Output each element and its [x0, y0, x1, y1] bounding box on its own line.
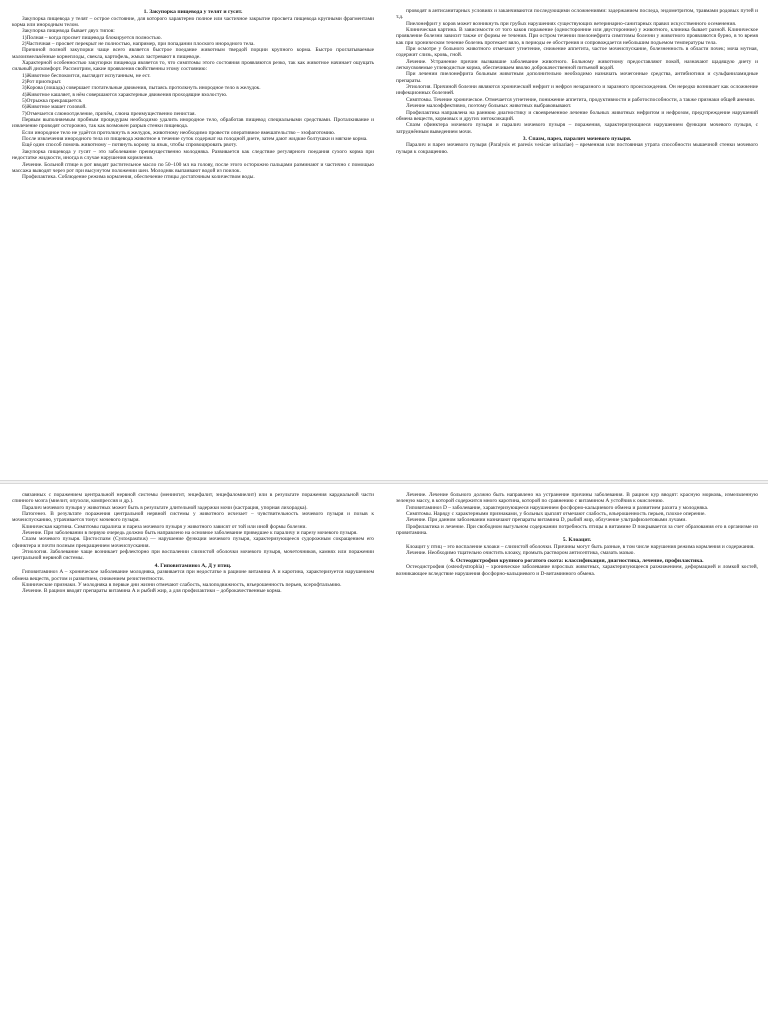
section-heading-5: 5. Клоацит. [562, 537, 592, 544]
paragraph: проводят в антисанитарных условиях и заканчиваются последующими осложнениями: задержанием последа, эндометритом, травмами родовых путей и т.д. [396, 8, 760, 21]
paragraph: Лечение. В рацион вводят препараты витамина A и рыбий жир, а для профилактики – доброкачественные корма. [22, 588, 282, 595]
paragraph: 2)Рот приоткрыт. [22, 79, 62, 86]
section-heading-3: 3. Спазм, парез, паралич мочевого пузыря. [522, 135, 632, 142]
paragraph: Закупорка пищевода у телят – острое состояние, для которого характерно полное или частичное закрытие просвета пищевода крупными фрагментами корма или инородным телом. [12, 15, 376, 28]
section-heading-1: 1. Закупорка пищевода у телят и гусят. [143, 9, 243, 15]
paragraph: Ещё один способ помочь животному – потянуть корову за язык, чтобы спровоцировать рвоту. [22, 142, 238, 149]
paragraph: связанных с поражением центральной нервной системы (менингит, энцефалит, энцефаломиелит) или в результате поражения кардиальной части спинного мозга (миелит, опухоли, компрессия и др.). [12, 492, 376, 505]
paragraph: Профилактика. Соблюдение режима кормления, обеспечение птицы достаточным количеством воды. [22, 174, 255, 181]
paragraph: Остеодистрофия (osteodystrophia) – хроническое заболевание взрослых животных, характеризующееся разжижением, деформацией и ломкой костей, возникающее вследствие нарушения фосфорно-кальциевого и D-витаминного обмена. [396, 564, 760, 577]
paragraph: Патогенез. В результате поражения центральной нервной системы у животного исчезает – чувствительность мочевого пузыря и позыв к мочеиспусканию, утрачивается тонус мочевого пузыря. [12, 511, 376, 524]
paragraph: Лечение. Больной птице в рот вводят растительное масло по 50–100 мл на голову, после этого осторожно пальцами разминают и частично с помощью массажа выводят через рот при высунутом положении шеи. Молодняк выпаивают водой из поилок. [12, 161, 376, 174]
paragraph: Клоацит у птиц – это воспаление клоаки – слизистой оболочки. Причины могут быть разные, в том числе нарушения режима кормления и содержания. [406, 544, 755, 550]
column-bottom-right [384, 484, 768, 1024]
paragraph: Лечение. При данном заболевании назначают препараты витамина D, рыбий жир, облучение ультрафиолетовыми лучами. [406, 517, 687, 524]
column-bottom-left [0, 484, 384, 1024]
column-top-left [0, 0, 384, 480]
paragraph: 2)Частичная – просвет перекрыт не полностью, например, при попадании плоского инородного тела. [22, 40, 255, 47]
paragraph: Паралич мочевого пузыря у животных может быть в результате длительной задержки мочи (кастрация, упорная лихорадка). [22, 504, 308, 511]
paragraph: Лечение. При заболевании в первую очередь должно быть направлено на основное заболевание приведшее к параличу и парезу мочевого пузыря. [22, 530, 358, 537]
paragraph: Клиническая картина. Симптомы паралича и пареза мочевого пузыря у животного зависят от той или иной формы болезни. [22, 523, 307, 530]
paragraph: Если инородное тело не удаётся протолкнуть в желудок, животному необходимо провести оперативное вмешательство – эзофаготомию. [22, 129, 336, 136]
paragraph: Лечение. Устранение причин вызвавшие заболевание животного. Больному животному предоставляют покой, назначают щадящую диету и легкоусвояемые углеводистые корма, обеспечиваем вволю доброкачественной питьевой водой. [396, 58, 760, 72]
page-top-half [0, 0, 768, 480]
paragraph: 3)Корова (лошадь) совершает глотательные движения, пытаясь протолкнуть инородное тело в желудок. [22, 85, 261, 92]
paragraph: Этиология. Заболевание чаще возникает рефлекторно при воспалении слизистой оболочки мочевого пузыря, мочеточников, камнях или поражении центральной нервной системы. [12, 549, 376, 562]
paragraph: Этиология. Причиной болезни являются хронический нефрит и нефроз незаразного и заразного происхождения. Он нередко возникает как осложнение инфекционных болезней. [396, 84, 760, 97]
paragraph: 4)Животное кашляет, в нём совершаются характерные движения проходящие вхолостую. [22, 91, 228, 98]
paragraph: 5)Отрыжка прекращается. [22, 98, 83, 105]
paragraph: 7)Отмечается слюноотделение, причём, слюна преимущественно пенистая. [22, 110, 196, 117]
paragraph: Профилактика направлена на раннюю диагностику и своевременное лечение больных животных нефритом и нефрозом, предупреждение нарушений обмена веществ, кормовых и других интоксикаций. [396, 109, 760, 122]
paragraph: При лечении пиелонефрита больным животным дополнительно необходимо назначать мочегонные средства, антибиотики и сульфаниламидные препараты. [396, 71, 760, 84]
paragraph: Характерной особенностью закупорки пищевода является то, что симптомы этого состояния проявляются резко, так как животное начинает ощущать сильный дискомфорт. Рассмотрим, какие проявления свойственны этому состоянию: [12, 60, 376, 73]
paragraph: Клинические признаки. У молодняка в первые дни жизни отмечают слабость, малоподвижность, взъерошенность перьев, ксерофтальмию. [22, 582, 342, 589]
paragraph: Спазм мочевого пузыря. Цистоспазм (Cystospasmus) — нарушение функции мочевого пузыря, характеризующееся судорожным сокращением его сфинктера и почти полным прекращением мочеиспускания. [12, 536, 376, 549]
paragraph: После извлечения инородного тела из пищевода животное в течение суток содержат на голодной диете, затем дают жидкие болтушки и мягкие корма. [22, 136, 368, 143]
paragraph: Клиническая картина. В зависимости от того каков поражение (односторонние или двусторонние) у животного, клиника бывает разной. Клиническое проявление болезни зависит также от формы ее течения. При остром течении пиелонефрита симптомы болезни у животного проявляются бурно, в то время как при хроническом течение болезнь протекает вяло, в периоды ее обострения и сопровождается небольшим подъемом температуры тела. [396, 27, 760, 46]
paragraph: Причиной полной закупорки чаще всего является быстрое поедание животным твердой порции крупного корма. Быстро проглатываемые малоизмельчённые корнеплоды, свекла, картофель, жмых застревают в пищеводе. [12, 47, 376, 60]
section-heading-4: 4. Гиповитаминоз A, Д у птиц. [154, 562, 232, 569]
paragraph: Лечение. Необходимо тщательно очистить клоаку, промыть раствором антисептика, смазать мазью. [406, 550, 635, 557]
paragraph: Симптомы. Наряду с характерными признаками, у больных цыплят отмечают слабость, взъерошенность перьев, плохое оперение. [406, 511, 706, 518]
paragraph: Закупорка пищевода у гусят – это заболевание преимущественно молодняка. Развивается как следствие регулярного поедания сухого корма при недостатке жидкости, иногда в случае нарушения кормления. [12, 148, 376, 162]
column-top-right [384, 0, 768, 480]
page-bottom-half [0, 484, 768, 1024]
paragraph: Гиповитаминоз A – хроническое заболевание молодняка, развивается при недостатке в рационе витамина А и каротина, характеризуется нарушением обмена веществ, ростом и развитием, снижением резистентности. [12, 569, 376, 582]
paragraph: Пиелонефрит у коров может возникнуть при грубых нарушениях существующих ветеринарно-санитарных правил искусственного осеменения. [406, 20, 737, 27]
paragraph: Гиповитаминоз D – заболевание, характеризующееся нарушением фосфорно-кальциевого обмена и развитием рахита у молодняка. [406, 504, 709, 511]
paragraph: Лечение. Лечение больного должно быть направлено на устранение причины заболевания. В рацион кур вводят: красную морковь, измельченную зеленую массу, в которой содержится много каротина, которой по сравнению с витамином А устойчив к окислению. [396, 492, 760, 505]
paragraph: Симптомы. Течение хроническое. Отмечается угнетение, понижение аппетита, продуктивности и работоспособности, а также признаки общей анемии. [406, 96, 756, 103]
paragraph: При осмотре у больного животного отмечают угнетение, снижение аппетита, частое мочеиспускание, болезненность в области почек; моча мутная, содержит слизь, кровь, гной. [396, 46, 760, 59]
paragraph: 1)Полная – когда просвет пищевода блокируется полностью. [22, 34, 162, 41]
paragraph: 1)Животное беспокоится, выглядит испуганным, не ест. [22, 72, 151, 79]
paragraph: Лечение малоэффективно, поэтому больных животных выбраковывают. [406, 103, 572, 110]
paragraph: Спазм сфинктера мочевого пузыря и паралич мочевого пузыря – поражения, характеризующиеся нарушением функции мочевого пузыря, с затруднённым выведением мочи. [396, 122, 760, 135]
paragraph: Первым выполняемым пробным процедурам необходимо удалить инородное тело, обработав пищевод специальными средствами. Проталкивание и извлечение проводят осторожно, так как возможен разрыв стенки пищевода. [12, 117, 376, 130]
section-heading-6: 6. Остеодистрофия крупного рогатого скота: классификация, диагностика, лечение, профилактика. [450, 557, 704, 564]
paragraph: 6)Животное машет головой. [22, 104, 87, 111]
paragraph: Паралич и парез мочевого пузыря (Paralysis et paresis vesicae urinariae) – временная или постоянная утрата способности мышечной стенки мочевого пузыря к сокращению. [396, 142, 760, 155]
paragraph: Закупорка пищевода бывает двух типов: [22, 28, 115, 35]
paragraph: Профилактика и лечение. При свободном выгульном содержании потребность птицы в витамине D покрывается за счет образования его в организме из провитамина. [396, 523, 760, 537]
